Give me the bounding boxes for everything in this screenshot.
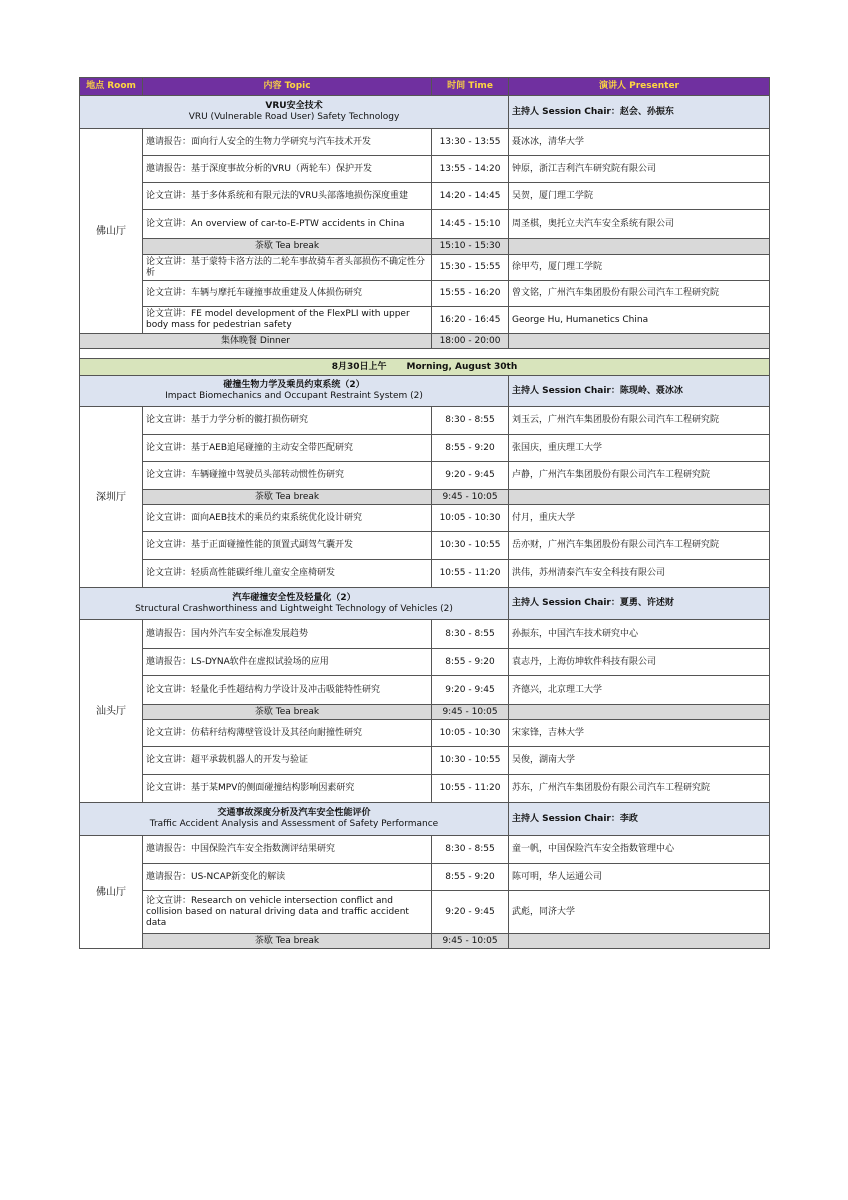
talk-topic: 论文宣讲：仿秸秆结构薄壁管设计及其径向耐撞性研究 [143,720,432,747]
talk-time: 8:30 - 8:55 [432,620,509,649]
session-title [80,376,509,407]
talk-topic: 论文宣讲：Research on vehicle intersection conflict and collision based on natural driving data and traffic accident data [143,891,432,934]
session-header [80,803,770,836]
talk-row [80,891,770,934]
talk-presenter [509,239,770,255]
talk-presenter: 陈可明，华人运通公司 [509,864,770,891]
gap-cell [80,349,770,359]
talk-time: 14:20 - 14:45 [432,183,509,210]
tea-break-label: 茶歇 Tea break [143,490,432,505]
session-title [80,96,509,129]
talk-time: 15:10 - 15:30 [432,239,509,255]
talk-presenter: 武彪，同济大学 [509,891,770,934]
talk-presenter: 苏东，广州汽车集团股份有限公司汽车工程研究院 [509,775,770,803]
session-chair: 主持人 Session Chair：李政 [509,803,770,836]
talk-presenter: 童一帆，中国保险汽车安全指数管理中心 [509,836,770,864]
talk-topic: 邀请报告：面向行人安全的生物力学研究与汽车技术开发 [143,129,432,156]
talk-row [80,129,770,156]
talk-presenter: 卢静，广州汽车集团股份有限公司汽车工程研究院 [509,462,770,490]
talk-row [80,156,770,183]
day-date: 8月30日上午 [331,361,387,372]
talk-time: 8:55 - 9:20 [432,864,509,891]
day-header [80,359,770,376]
talk-topic: 论文宣讲：基于蒙特卡洛方法的二轮车事故骑车者头部损伤不确定性分析 [143,255,432,281]
talk-topic: 论文宣讲：面向AEB技术的乘员约束系统优化设计研究 [143,505,432,532]
talk-time: 15:55 - 16:20 [432,281,509,307]
talk-row [80,747,770,775]
dinner-row [80,334,770,349]
talk-topic: 邀请报告：LS-DYNA软件在虚拟试验场的应用 [143,649,432,676]
session-header [80,376,770,407]
session-title-en: Structural Crashworthiness and Lightweight Technology of Vehicles (2) [135,603,453,614]
session-header [80,96,770,129]
talk-presenter: 宋家锋，吉林大学 [509,720,770,747]
talk-topic: 论文宣讲：车辆碰撞中驾驶员头部转动惯性伤研究 [143,462,432,490]
talk-topic: 论文宣讲：轻质高性能碳纤维儿童安全座椅研发 [143,560,432,588]
talk-presenter: 张国庆，重庆理工大学 [509,435,770,462]
talk-presenter: George Hu, Humanetics China [509,307,770,334]
header-row [80,78,770,96]
talk-presenter: 袁志丹，上海仿坤软件科技有限公司 [509,649,770,676]
schedule-table [79,77,770,949]
talk-topic: 论文宣讲：An overview of car-to-E-PTW accidents in China [143,210,432,239]
dinner-presenter [509,334,770,349]
room-name: 汕头厅 [80,620,143,803]
talk-presenter: 洪伟，苏州清泰汽车安全科技有限公司 [509,560,770,588]
talk-row [80,435,770,462]
talk-presenter: 付月，重庆大学 [509,505,770,532]
header-presenter: 演讲人 Presenter [509,78,770,96]
session-title-en: Traffic Accident Analysis and Assessment of Safety Performance [149,819,439,829]
talk-presenter: 周圣棋，奥托立夫汽车安全系统有限公司 [509,210,770,239]
talk-time: 10:05 - 10:30 [432,720,509,747]
talk-presenter: 徐甲芍，厦门理工学院 [509,255,770,281]
talk-row [80,505,770,532]
room-name: 佛山厅 [80,836,143,949]
talk-time: 8:55 - 9:20 [432,435,509,462]
talk-time: 8:55 - 9:20 [432,649,509,676]
talk-row [80,183,770,210]
talk-topic: 论文宣讲：FE model development of the FlexPLI with upper body mass for pedestrian safety [143,307,432,334]
session-title-cn: 交通事故深度分析及汽车安全性能评价 [217,808,371,818]
talk-row [80,407,770,435]
talk-row [80,210,770,239]
talk-presenter: 岳亦财，广州汽车集团股份有限公司汽车工程研究院 [509,532,770,560]
talk-presenter [509,934,770,949]
session-header [80,588,770,620]
talk-presenter: 钟原，浙江吉利汽车研究院有限公司 [509,156,770,183]
session-title [80,803,509,836]
talk-time: 10:55 - 11:20 [432,775,509,803]
header-topic: 内容 Topic [143,78,432,96]
talk-time: 13:30 - 13:55 [432,129,509,156]
session-chair: 主持人 Session Chair：赵会、孙振东 [509,96,770,129]
talk-time: 9:20 - 9:45 [432,462,509,490]
talk-time: 8:30 - 8:55 [432,836,509,864]
talk-topic: 论文宣讲：超平承载机器人的开发与验证 [143,747,432,775]
schedule-body [80,78,770,949]
header-room: 地点 Room [80,78,143,96]
talk-row [80,720,770,747]
talk-presenter: 曾文铭，广州汽车集团股份有限公司汽车工程研究院 [509,281,770,307]
talk-presenter: 吴俊，湖南大学 [509,747,770,775]
talk-row [80,620,770,649]
tea-break-label: 茶歇 Tea break [143,705,432,720]
day-label: Morning, August 30th [406,361,518,372]
talk-time: 10:05 - 10:30 [432,505,509,532]
session-chair: 主持人 Session Chair：夏勇、许述财 [509,588,770,620]
talk-topic: 论文宣讲：基于力学分析的髋打损伤研究 [143,407,432,435]
session-title-cn: VRU安全技术 [265,101,323,111]
talk-row [80,676,770,705]
talk-topic: 邀请报告：国内外汽车安全标准发展趋势 [143,620,432,649]
room-name: 佛山厅 [80,129,143,334]
talk-presenter: 齐德兴，北京理工大学 [509,676,770,705]
talk-presenter [509,490,770,505]
talk-topic: 论文宣讲：车辆与摩托车碰撞事故重建及人体损伤研究 [143,281,432,307]
tea-break-row [80,934,770,949]
session-title-en: VRU (Vulnerable Road User) Safety Technology [188,112,400,122]
day-header-cell [80,359,770,376]
talk-topic: 论文宣讲：基于某MPV的侧面碰撞结构影响因素研究 [143,775,432,803]
talk-row [80,560,770,588]
room-name: 深圳厅 [80,407,143,588]
talk-presenter [509,705,770,720]
talk-row [80,532,770,560]
tea-break-row [80,705,770,720]
talk-time: 10:30 - 10:55 [432,532,509,560]
talk-time: 10:30 - 10:55 [432,747,509,775]
talk-presenter: 孙振东，中国汽车技术研究中心 [509,620,770,649]
talk-topic: 邀请报告：中国保险汽车安全指数测评结果研究 [143,836,432,864]
talk-topic: 论文宣讲：基于AEB追尾碰撞的主动安全带匹配研究 [143,435,432,462]
talk-topic: 论文宣讲：轻量化手性超结构力学设计及冲击吸能特性研究 [143,676,432,705]
tea-break-row [80,490,770,505]
session-title [80,588,509,620]
session-title-cn: 碰撞生物力学及乘员约束系统（2） [223,380,365,390]
session-title-en: Impact Biomechanics and Occupant Restraint System (2) [165,391,423,401]
talk-time: 8:30 - 8:55 [432,407,509,435]
talk-time: 13:55 - 14:20 [432,156,509,183]
talk-row [80,307,770,334]
tea-break-label: 茶歇 Tea break [143,239,432,255]
talk-topic: 论文宣讲：基于多体系统和有限元法的VRU头部落地损伤深度重建 [143,183,432,210]
talk-row [80,775,770,803]
tea-break-row [80,239,770,255]
talk-time: 9:45 - 10:05 [432,934,509,949]
talk-row [80,864,770,891]
talk-topic: 邀请报告：基于深度事故分析的VRU（两轮车）保护开发 [143,156,432,183]
talk-time: 9:45 - 10:05 [432,490,509,505]
talk-row [80,255,770,281]
dinner-time: 18:00 - 20:00 [432,334,509,349]
talk-time: 16:20 - 16:45 [432,307,509,334]
talk-row [80,836,770,864]
gap-row [80,349,770,359]
talk-presenter: 刘玉云，广州汽车集团股份有限公司汽车工程研究院 [509,407,770,435]
tea-break-label: 茶歇 Tea break [143,934,432,949]
talk-time: 14:45 - 15:10 [432,210,509,239]
talk-time: 10:55 - 11:20 [432,560,509,588]
talk-row [80,281,770,307]
talk-row [80,649,770,676]
talk-time: 9:20 - 9:45 [432,676,509,705]
talk-topic: 论文宣讲：基于正面碰撞性能的顶置式副驾气囊开发 [143,532,432,560]
talk-topic: 邀请报告：US-NCAP新变化的解读 [143,864,432,891]
session-title-cn: 汽车碰撞安全性及轻量化（2） [232,592,356,603]
talk-presenter: 聂冰冰，清华大学 [509,129,770,156]
header-time: 时间 Time [432,78,509,96]
talk-time: 9:20 - 9:45 [432,891,509,934]
session-chair: 主持人 Session Chair：陈现岭、聂冰冰 [509,376,770,407]
talk-presenter: 吴贺，厦门理工学院 [509,183,770,210]
talk-time: 15:30 - 15:55 [432,255,509,281]
dinner-label: 集体晚餐 Dinner [80,334,432,349]
talk-row [80,462,770,490]
talk-time: 9:45 - 10:05 [432,705,509,720]
